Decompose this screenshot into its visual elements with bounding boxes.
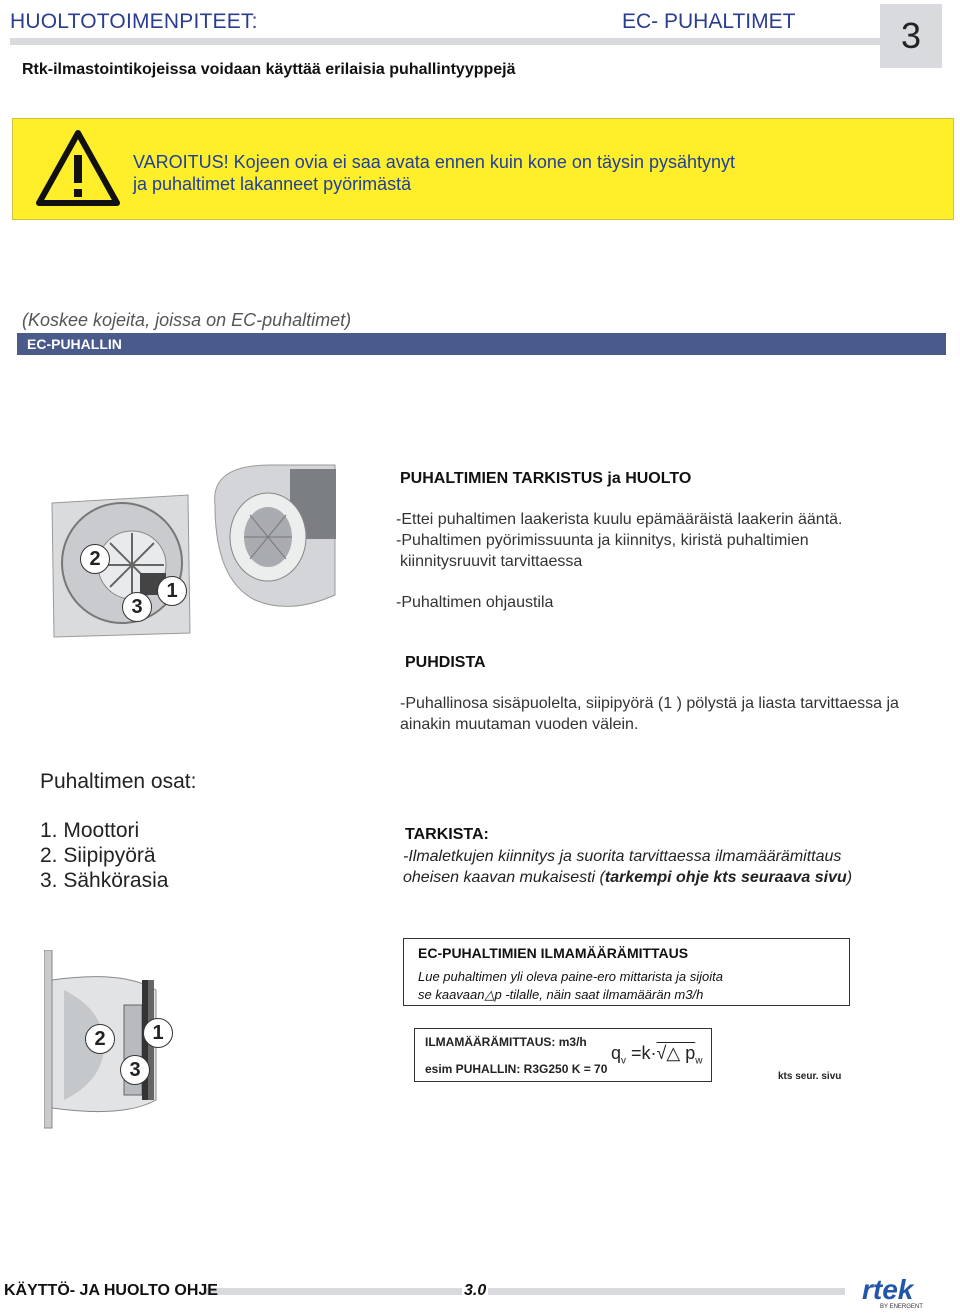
applies-note: (Koskee kojeita, joissa on EC-puhaltimet) (22, 310, 352, 330)
parts-title: Puhaltimen osat: (40, 770, 197, 793)
list-item: 2. Siipipyörä (40, 844, 156, 867)
formula-box (414, 1028, 712, 1082)
inspect-heading: TARKISTA: (405, 826, 489, 843)
badge-electrical-box-2: 3 (120, 1055, 150, 1085)
inspect-text (403, 846, 852, 888)
clean-text (400, 693, 899, 735)
inspect-line-1: -Ilmaletkujen kiinnitys ja suorita tarvittaessa ilmamäärämittaus (403, 848, 842, 865)
formula-expression: $q_v$ =k·√△ $p_w$ (611, 1043, 703, 1067)
page-number: 3 (880, 4, 942, 68)
ec-fan-side-illustration (44, 950, 204, 1130)
measurement-line-1: Lue puhaltimen yli oleva paine-ero mittarista ja sijoita (418, 969, 723, 984)
clean-heading: PUHDISTA (405, 654, 486, 671)
formula-example: esim PUHALLIN: R3G250 K = 70 (425, 1062, 608, 1076)
parts-list (40, 818, 168, 893)
warning-line-2: ja puhaltimet lakanneet pyörimästä (133, 174, 412, 194)
footer-title: KÄYTTÖ- JA HUOLTO OHJE (4, 1282, 218, 1299)
check-heading: PUHALTIMIEN TARKISTUS ja HUOLTO (400, 470, 692, 487)
logo-sub: BY ENERGENT (880, 1304, 923, 1310)
inspect-line-2b: tarkempi ohje kts seuraava sivu (604, 869, 847, 886)
list-item: 3. Sähkörasia (40, 869, 169, 892)
check-text (396, 509, 842, 613)
formula-label: ILMAMÄÄRÄMITTAUS: m3/h (425, 1035, 587, 1049)
clean-line-2: ainakin muutaman vuoden välein. (400, 716, 639, 733)
list-item: 1. Moottori (40, 819, 140, 842)
badge-electrical-box: 3 (122, 592, 152, 622)
footer-rule (205, 1288, 845, 1295)
document-title: HUOLTOTOIMENPITEET: (10, 10, 258, 33)
section-title: EC- PUHALTIMET (622, 10, 796, 33)
measurement-box (403, 938, 850, 1006)
warning-line-1: VAROITUS! Kojeen ovia ei saa avata ennen kuin kone on täysin pysähtynyt (133, 152, 736, 172)
header-rule (10, 38, 880, 45)
check-line-2: -Puhaltimen pyörimissuunta ja kiinnitys, kiristä puhaltimien (396, 532, 809, 549)
check-line-4: -Puhaltimen ohjaustila (396, 594, 554, 611)
inspect-line-2 (403, 867, 852, 888)
badge-impeller: 2 (80, 544, 110, 574)
measurement-title: EC-PUHALTIMIEN ILMAMÄÄRÄMITTAUS (418, 945, 689, 961)
warning-box (12, 118, 954, 220)
warning-triangle-icon (35, 129, 121, 207)
section-bar (17, 333, 946, 355)
clean-line-1: -Puhallinosa sisäpuolelta, siipipyörä (1 ) pölystä ja liasta tarvittaessa ja (400, 695, 899, 712)
check-line-1: -Ettei puhaltimen laakerista kuulu epämääräistä laakerin ääntä. (396, 511, 843, 528)
badge-motor: 1 (157, 576, 187, 606)
check-line-3: kiinnitysruuvit tarvittaessa (400, 553, 583, 570)
badge-impeller-2: 2 (85, 1024, 115, 1054)
measurement-line-2: se kaavaan△p -tilalle, näin saat ilmamäärän m3/h (418, 987, 704, 1002)
next-page-note: kts seur. sivu (778, 1071, 842, 1082)
rtek-logo (862, 1276, 942, 1312)
version: 3.0 (464, 1282, 487, 1299)
logo-text: rtek (862, 1274, 914, 1305)
inspect-line-2c: ) (846, 869, 853, 886)
subtitle: Rtk-ilmastointikojeissa voidaan käyttää erilaisia puhallintyyppejä (22, 61, 516, 78)
section-bar-label: EC-PUHALLIN (27, 336, 122, 352)
badge-motor-2: 1 (143, 1018, 173, 1048)
warning-text (133, 151, 735, 195)
inspect-line-2a: oheisen kaavan mukaisesti ( (403, 869, 605, 886)
